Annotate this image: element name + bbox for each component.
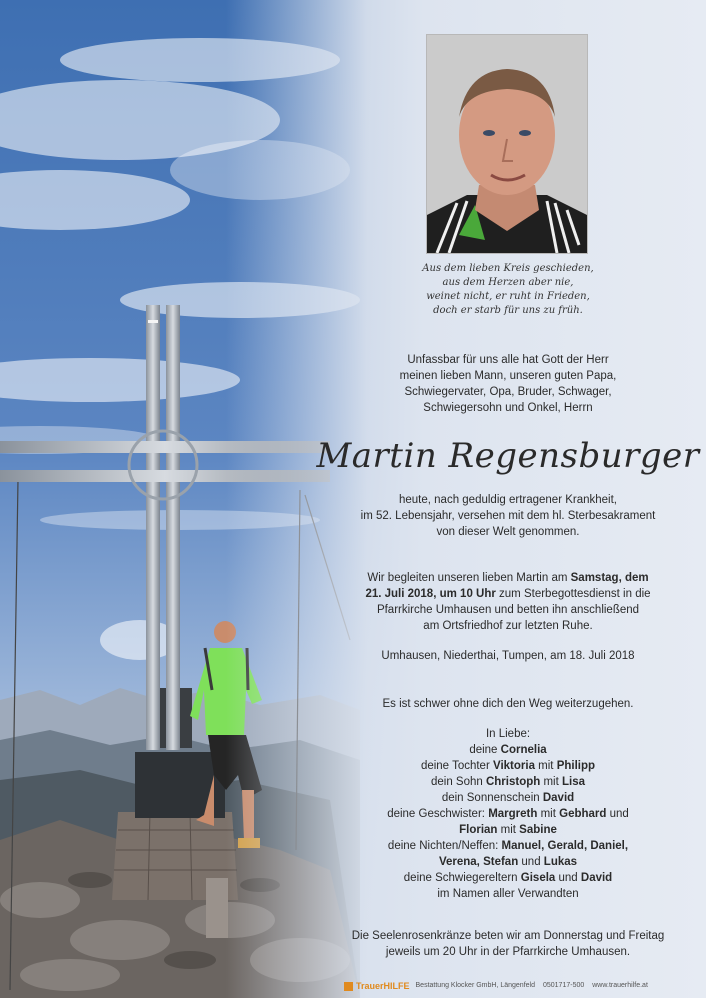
funeral-date-time: 21. Juli 2018, um 10 Uhr — [365, 588, 496, 600]
family-heading: In Liebe: — [485, 728, 531, 740]
death-line: im 52. Lebensjahr, versehen mit dem hl. Sterbesakrament — [360, 510, 656, 522]
family-nephews-1 — [310, 838, 706, 854]
trauerhilfe-logo-icon — [344, 982, 353, 991]
family-text: und — [518, 856, 544, 868]
family-nephews-2 — [310, 854, 706, 870]
death-line: von dieser Welt genommen. — [436, 526, 580, 538]
family-siblings-2 — [310, 822, 706, 838]
family-inlaws — [310, 870, 706, 886]
family-member: Viktoria — [492, 760, 535, 772]
family-grandson — [310, 790, 706, 806]
family-member: Verena, Stefan — [438, 856, 519, 868]
quote-line: doch er starb für uns zu früh. — [433, 305, 583, 316]
family-text: dein Sohn — [430, 776, 486, 788]
quote-line: weinet nicht, er ruht in Frieden, — [426, 291, 590, 302]
funeral-line-4: am Ortsfriedhof zur letzten Ruhe. — [423, 620, 593, 632]
family-text: deine Tochter — [420, 760, 493, 772]
funeral-line-1 — [310, 570, 706, 586]
funeral-text-part: zum Sterbegottesdienst in die — [495, 588, 651, 600]
rosary-line: Die Seelenrosenkränze beten wir am Donnerstag und Freitag — [351, 930, 665, 942]
family-text: mit — [497, 824, 520, 836]
funeral-text — [310, 570, 706, 634]
funeral-day: Samstag, dem — [570, 572, 649, 584]
family-member: David — [542, 792, 575, 804]
portrait-photo — [426, 34, 588, 254]
footer-company: Bestattung Klocker GmbH, Längenfeld — [415, 982, 535, 989]
family-daughter — [310, 758, 706, 774]
footer — [344, 979, 700, 993]
funeral-line-3: Pfarrkirche Umhausen und betten ihn anschließend — [376, 604, 640, 616]
family-siblings-1 — [310, 806, 706, 822]
family-text: mit — [534, 760, 557, 772]
funeral-line-2 — [310, 586, 706, 602]
footer-phone: 0501717-500 — [542, 982, 585, 989]
family-member: Philipp — [556, 760, 596, 772]
obituary-content — [310, 0, 706, 998]
family-member: Christoph — [485, 776, 541, 788]
family-text: und — [606, 808, 629, 820]
family-text: deine Nichten/Neffen: — [387, 840, 502, 852]
family-text: und — [555, 872, 581, 884]
rosary-text — [310, 928, 706, 960]
place-date: Umhausen, Niederthai, Tumpen, am 18. Juli 2018 — [381, 650, 635, 662]
family-text: deine Schwiegereltern — [403, 872, 521, 884]
intro-line: Schwiegersohn und Onkel, Herrn — [423, 402, 593, 414]
intro-text — [310, 352, 706, 416]
family-relatives: im Namen aller Verwandten — [437, 888, 579, 900]
intro-line: Schwiegervater, Opa, Bruder, Schwager, — [404, 386, 612, 398]
family-text: mit — [537, 808, 560, 820]
family-member: Gisela — [520, 872, 556, 884]
family-member: Sabine — [519, 824, 557, 836]
family-member: Florian — [459, 824, 498, 836]
family-text: deine Geschwister: — [387, 808, 489, 820]
family-text: deine — [469, 744, 501, 756]
death-text — [310, 492, 706, 540]
quote-line: aus dem Herzen aber nie, — [442, 277, 574, 288]
family-member: Gebhard — [559, 808, 607, 820]
intro-line: meinen lieben Mann, unseren guten Papa, — [399, 370, 617, 382]
family-member: Cornelia — [500, 744, 547, 756]
family-text: dein Sonnenschein — [441, 792, 543, 804]
family-member: Lisa — [562, 776, 586, 788]
footer-logo: TrauerHILFE — [356, 981, 410, 991]
quote-line: Aus dem lieben Kreis geschieden, — [422, 263, 594, 274]
family-son — [310, 774, 706, 790]
funeral-text-part: Wir begleiten unseren lieben Martin am — [367, 572, 571, 584]
intro-line: Unfassbar für uns alle hat Gott der Herr — [407, 354, 609, 366]
family-member: Margreth — [488, 808, 538, 820]
death-line: heute, nach geduldig ertragener Krankheit, — [398, 494, 617, 506]
family-wife — [310, 742, 706, 758]
memorial-quote — [310, 262, 706, 318]
motto: Es ist schwer ohne dich den Weg weiterzugehen. — [382, 698, 634, 710]
family-member: David — [580, 872, 613, 884]
rosary-line: jeweils um 20 Uhr in der Pfarrkirche Umhausen. — [385, 946, 631, 958]
deceased-name: Martin Regensburger — [316, 436, 700, 476]
family-member: Manuel, Gerald, Daniel, — [501, 840, 629, 852]
family-text: mit — [540, 776, 563, 788]
family-list — [310, 726, 706, 902]
family-member: Lukas — [543, 856, 578, 868]
footer-website: www.trauerhilfe.at — [592, 982, 648, 989]
